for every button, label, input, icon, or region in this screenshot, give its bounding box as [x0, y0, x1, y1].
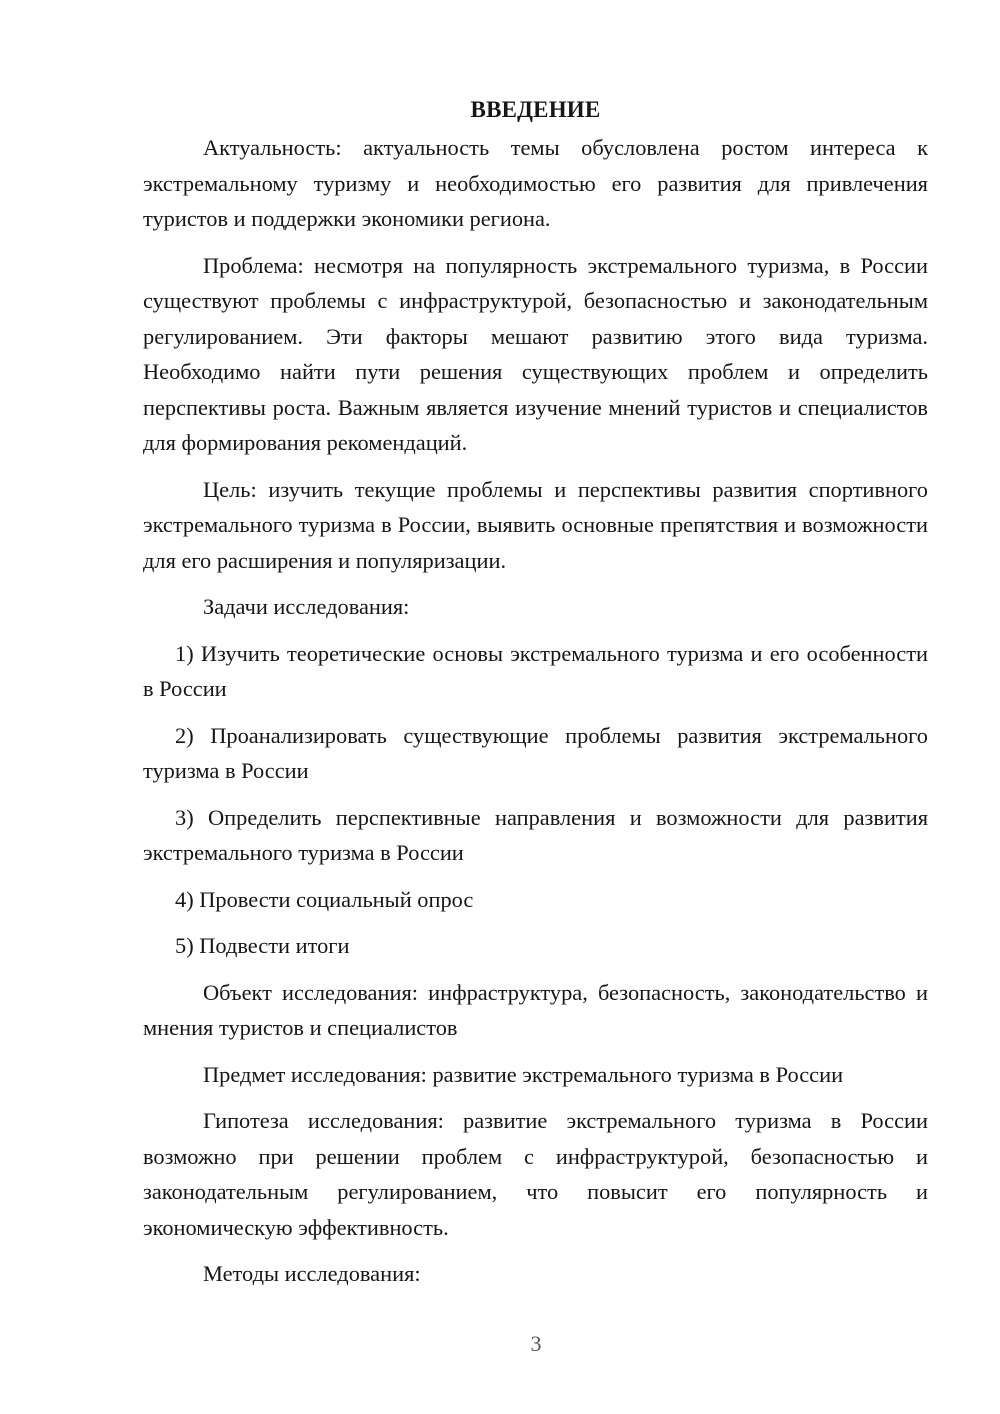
hypothesis-paragraph: Гипотеза исследования: развитие экстремального туризма в России возможно при решении проблем с инфраструктурой, безопасностью и законодательным регулированием, что повысит его популярность и экономическую эффективность. — [143, 1108, 928, 1240]
tasks-heading: Задачи исследования: — [203, 594, 410, 619]
task-item-3: 3) Определить перспективные направления и возможности для развития экстремального туризма в России — [143, 804, 928, 865]
document-page — [143, 92, 928, 1292]
page-number: 3 — [530, 1331, 542, 1356]
goal-paragraph: Цель: изучить текущие проблемы и перспективы развития спортивного экстремального туризма в России, выявить основные препятствия и возможности для его расширения и популяризации. — [143, 476, 928, 573]
relevance-paragraph: Актуальность: актуальность темы обусловлена ростом интереса к экстремальному туризму и необходимостью его развития для привлечения туристов и поддержки экономики региона. — [143, 135, 928, 231]
document-title: ВВЕДЕНИЕ — [470, 97, 601, 122]
object-paragraph: Объект исследования: инфраструктура, безопасность, законодательство и мнения туристов и специалистов — [143, 979, 928, 1040]
task-item-5: 5) Подвести итоги — [175, 933, 350, 958]
task-item-2: 2) Проанализировать существующие проблемы развития экстремального туризма в России — [143, 722, 928, 783]
task-item-1: 1) Изучить теоретические основы экстремального туризма и его особенности в России — [143, 640, 928, 701]
methods-heading: Методы исследования: — [203, 1261, 421, 1286]
subject-paragraph: Предмет исследования: развитие экстремального туризма в России — [203, 1061, 844, 1087]
task-item-4: 4) Провести социальный опрос — [175, 886, 474, 912]
problem-paragraph: Проблема: несмотря на популярность экстремального туризма, в России существуют проблемы с инфраструктурой, безопасностью и законодательным регулированием. Эти факторы мешают развитию этого вида туризма. Необходимо найти пути решения существующих проблем и определить перспективы роста. Важным является изучение мнений туристов и специалистов для формирования рекомендаций. — [143, 252, 928, 455]
